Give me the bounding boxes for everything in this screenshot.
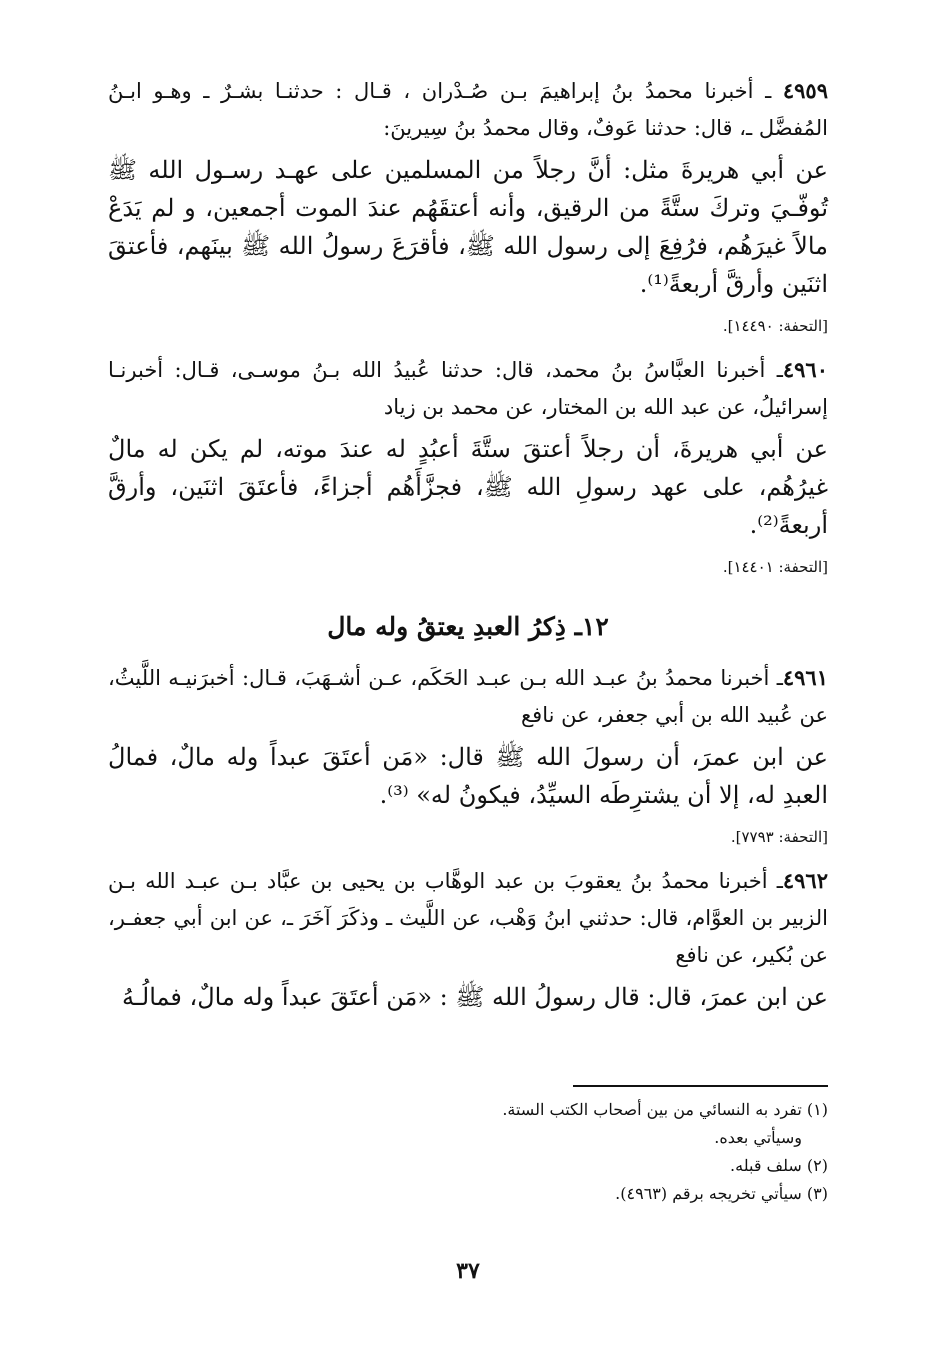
hadith-4959-tuhfa: [التحفة: ١٤٤٩٠]. (722, 317, 828, 335)
isnad-text: ـ أخبرنا العبَّاسُ بنُ محمد، قال: حدثنا عُبيدُ الله بـنُ موسـى، قـال: أخبرنـا إسرائيلُ، عن عبد الله بن المختار، عن محمد بن زياد (108, 358, 828, 419)
footnote-3: (٣) سيأتي تخريجه برقم (٤٩٦٣). (615, 1184, 828, 1203)
footnote-separator (573, 1085, 828, 1087)
isnad-text: ـ أخبرنا محمدُ بنُ إبراهيمَ بـن صُـدْران ، قـال : حدثنـا بشـرٌ ـ وهـو ابـنُ المُفضَّل ـ، قال: حدثنا عَوفٌ، وقال محمدُ بنُ سِيرينَ: (108, 79, 828, 140)
page-number: ٣٧ (456, 1258, 480, 1284)
isnad-text: ـ أخبرنا محمدُ بنُ عبـد الله بـن عبـد الحَكَم، عـن أشـهَبَ، قـال: أخبرَنيـه اللَّيثُ، عن عُبيد الله بن أبي جعفر، عن نافع (108, 666, 828, 727)
isnad-text: ـ أخبرنا محمدُ بنُ يعقوبَ بن عبد الوهَّاب بن يحيى بن عبَّاد بـن عبـد الله بـن الزبير بن العوَّام، قال: حدثني ابنُ وَهْب، عن اللَّيث ـ وذكَرَ آخَرَ ـ، عن ابن أبي جعفـر، عن بُكير، عن نافع (108, 869, 828, 967)
hadith-4962-matn: عن ابن عمرَ، قال: قال رسولُ الله ﷺ : «مَن أعتَقَ عبداً وله مالٌ، فمالُـهُ (121, 983, 828, 1011)
footnote-1-continuation: وسيأتي بعده. (714, 1128, 802, 1147)
hadith-4959-isnad (108, 72, 828, 147)
hadith-4960-tuhfa: [التحفة: ١٤٤٠١]. (722, 558, 828, 576)
hadith-4960-isnad (108, 351, 828, 426)
hadith-4961-tuhfa: [التحفة: ٧٧٩٣]. (730, 828, 828, 846)
hadith-4961-isnad (108, 659, 828, 734)
hadith-number: ٤٩٦٠ (782, 357, 828, 382)
hadith-4960-matn: عن أبي هريرةَ، أن رجلاً أعتقَ ستَّةَ أعبُدٍ له عندَ موته، لم يكن له مالٌ غيرُهُم، على عهد رسولِ الله ﷺ، فجزَّأَهُم أجزاءً، فأعتَقَ اثنَين، وأرقَّ أربعةً⁽²⁾. (108, 435, 828, 539)
footnotes (108, 1096, 828, 1208)
hadith-number: ٤٩٦٢ (782, 868, 828, 893)
hadith-number: ٤٩٥٩ (782, 78, 828, 103)
chapter-heading: ١٢ـ ذِكرُ العبدِ يعتقُ وله مال (327, 612, 609, 641)
hadith-4959-matn: عن أبي هريرةَ مثل: أنَّ رجلاً من المسلمين على عهـد رسـول الله ﷺ تُوفّـيَ وتركَ ستَّةً من الرقيق، وأنه أعتقَهُم عندَ الموت أجمعين، و لم يَدَعْ مالاً غيرَهُم، فرُفِعَ إلى رسول الله ﷺ، فأقرَعَ رسولُ الله ﷺ بينَهم، فأعتقَ اثنَين وأرقَّ أربعةً⁽¹⁾. (108, 156, 828, 298)
hadith-4961-matn: عن ابن عمرَ، أن رسولَ الله ﷺ قال: «مَن أعتَقَ عبداً وله مالٌ، فمالُ العبدِ له، إلا أن يشترِطَه السيِّدُ، فيكونُ له» ⁽³⁾. (108, 743, 828, 809)
hadith-number: ٤٩٦١ (782, 665, 828, 690)
footnote-1: (١) تفرد به النسائي من بين أصحاب الكتب الستة. (502, 1100, 828, 1119)
footnote-2: (٢) سلف قبله. (730, 1156, 828, 1175)
book-page (108, 72, 828, 1321)
hadith-4962-isnad (108, 862, 828, 974)
